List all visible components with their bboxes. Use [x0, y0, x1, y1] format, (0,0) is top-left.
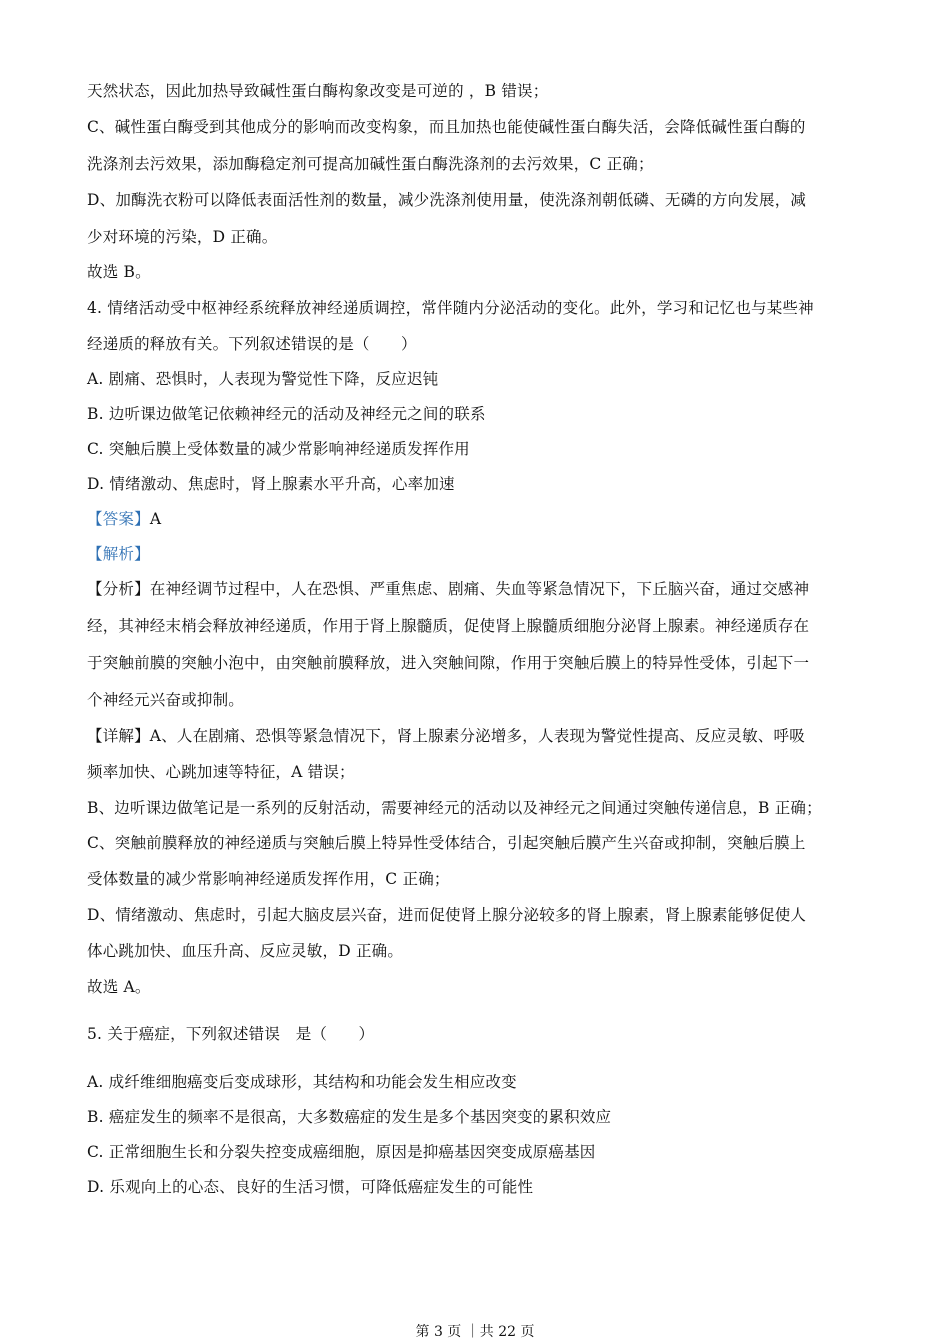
text-line: C、碱性蛋白酶受到其他成分的影响而改变构象，而且加热也能使碱性蛋白酶失活，会降低碱性蛋白酶的 — [87, 118, 806, 136]
analysis-line: C、突触前膜释放的神经递质与突触后膜上特异性受体结合，引起突触后膜产生兴奋或抑制，突触后膜上 — [87, 834, 806, 852]
analysis-line: 体心跳加快、血压升高、反应灵敏，D 正确。 — [87, 942, 404, 960]
question-4-stem: 4. 情绪活动受中枢神经系统释放神经递质调控，常伴随内分泌活动的变化。此外，学习和记忆也与某些神 — [87, 299, 814, 317]
question-4-stem: 经递质的释放有关。下列叙述错误的是（ ） — [87, 335, 417, 353]
analysis-line: 经，其神经末梢会释放神经递质，作用于肾上腺髓质，促使肾上腺髓质细胞分泌肾上腺素。神经递质存在 — [87, 617, 810, 635]
answer-tag: 【答案】 — [87, 510, 150, 528]
page-footer: 第 3 页 ｜共 22 页 — [415, 1324, 535, 1340]
text-line: 少对环境的污染，D 正确。 — [87, 228, 278, 246]
option-b: B. 癌症发生的频率不是很高，大多数癌症的发生是多个基因突变的累积效应 — [87, 1108, 612, 1126]
option-d: D. 情绪激动、焦虑时，肾上腺素水平升高，心率加速 — [87, 475, 455, 493]
answer-line — [87, 508, 161, 530]
text-line: 故选 B。 — [87, 263, 151, 281]
analysis-line: D、情绪激动、焦虑时，引起大脑皮层兴奋，进而促使肾上腺分泌较多的肾上腺素，肾上腺素能够促使人 — [87, 906, 807, 924]
option-b: B. 边听课边做笔记依赖神经元的活动及神经元之间的联系 — [87, 405, 486, 423]
analysis-line: 个神经元兴奋或抑制。 — [87, 691, 245, 709]
analysis-line: 【详解】A、人在剧痛、恐惧等紧急情况下，肾上腺素分泌增多，人表现为警觉性提高、反应灵敏、呼吸 — [87, 727, 805, 745]
analysis-line: 【分析】在神经调节过程中，人在恐惧、严重焦虑、剧痛、失血等紧急情况下，下丘脑兴奋，通过交感神 — [87, 580, 810, 598]
text-line: 洗涤剂去污效果，添加酶稳定剂可提高加碱性蛋白酶洗涤剂的去污效果，C 正确； — [87, 155, 654, 173]
question-5-stem: 5. 关于癌症，下列叙述错误 是（ ） — [87, 1025, 375, 1043]
analysis-heading — [87, 543, 150, 565]
text-line: D、加酶洗衣粉可以降低表面活性剂的数量，减少洗涤剂使用量，使洗涤剂朝低磷、无磷的方向发展，减 — [87, 191, 807, 209]
option-c: C. 突触后膜上受体数量的减少常影响神经递质发挥作用 — [87, 440, 470, 458]
analysis-line: 受体数量的减少常影响神经递质发挥作用，C 正确； — [87, 870, 450, 888]
option-a: A. 成纤维细胞癌变后变成球形，其结构和功能会发生相应改变 — [87, 1073, 517, 1091]
text-line: 天然状态，因此加热导致碱性蛋白酶构象改变是可逆的 ，B 错误； — [87, 82, 549, 100]
option-a: A. 剧痛、恐惧时，人表现为警觉性下降，反应迟钝 — [87, 370, 439, 388]
option-c: C. 正常细胞生长和分裂失控变成癌细胞，原因是抑癌基因突变成原癌基因 — [87, 1143, 596, 1161]
analysis-line: B、边听课边做笔记是一系列的反射活动，需要神经元的活动以及神经元之间通过突触传递信息，B 正确； — [87, 799, 822, 817]
analysis-line: 故选 A。 — [87, 978, 151, 996]
analysis-line: 频率加快、心跳加速等特征，A 错误； — [87, 763, 355, 781]
option-d: D. 乐观向上的心态、良好的生活习惯，可降低癌症发生的可能性 — [87, 1178, 534, 1196]
answer-value: A — [149, 510, 162, 528]
analysis-tag: 【解析】 — [87, 545, 150, 563]
analysis-line: 于突触前膜的突触小泡中，由突触前膜释放，进入突触间隙，作用于突触后膜上的特异性受体，引起下一 — [87, 654, 810, 672]
